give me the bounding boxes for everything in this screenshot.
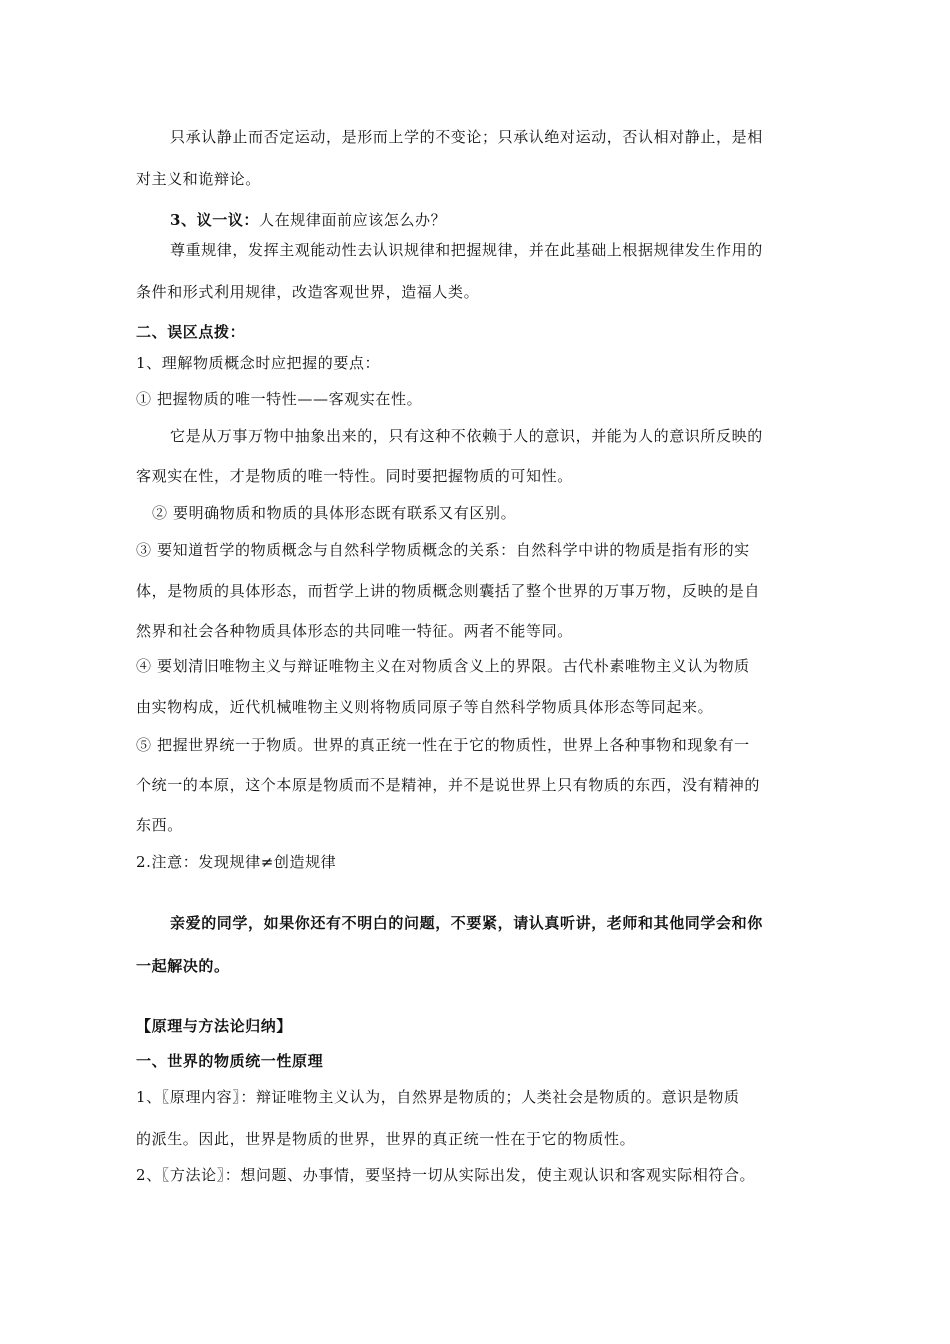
point-5-line-3: 东西。 <box>136 816 183 834</box>
question-3-text: 人在规律面前应该怎么办？ <box>259 211 447 229</box>
point-2-line: ② 要明确物质和物质的具体形态既有联系又有区别。 <box>152 504 517 522</box>
principle-content-line-2: 的派生。因此，世界是物质的世界，世界的真正统一性在于它的物质性。 <box>136 1130 636 1148</box>
encouragement-line-2: 一起解决的。 <box>136 957 230 975</box>
point-3-line-2: 体，是物质的具体形态，而哲学上讲的物质概念则囊括了整个世界的万事万物，反映的是自 <box>136 582 761 600</box>
point-4-line-2: 由实物构成，近代机械唯物主义则将物质同原子等自然科学物质具体形态等同起来。 <box>136 698 714 716</box>
point-3-line-3: 然界和社会各种物质具体形态的共同唯一特征。两者不能等同。 <box>136 622 573 640</box>
paragraph-motion-line-2: 对主义和诡辩论。 <box>136 170 261 188</box>
principle-content-line-1: 1、〖原理内容〗：辩证唯物主义认为，自然界是物质的；人类社会是物质的。意识是物质 <box>136 1088 740 1106</box>
point-3-line-1: ③ 要知道哲学的物质概念与自然科学物质概念的关系：自然科学中讲的物质是指有形的实 <box>136 541 750 559</box>
summary-heading: 【原理与方法论归纳】 <box>136 1017 293 1035</box>
point-5-line-2: 个统一的本原，这个本原是物质而不是精神，并不是说世界上只有物质的东西，没有精神的 <box>136 776 761 794</box>
item-1-heading: 1、理解物质概念时应把握的要点： <box>136 354 381 372</box>
paragraph-respect-law-line-1: 尊重规律，发挥主观能动性去认识规律和把握规律，并在此基础上根据规律发生作用的 <box>170 241 763 259</box>
paragraph-respect-law-line-2: 条件和形式利用规律，改造客观世界，造福人类。 <box>136 283 480 301</box>
methodology-line: 2、〖方法论〗：想问题、办事情，要坚持一切从实际出发，使主观认识和客观实际相符合。 <box>136 1166 756 1184</box>
paragraph-motion-line-1: 只承认静止而否定运动，是形而上学的不变论；只承认绝对运动，否认相对静止，是相 <box>170 128 763 146</box>
section-2-heading: 二、误区点拨： <box>136 323 246 341</box>
principle-1-heading: 一、世界的物质统一性原理 <box>136 1052 324 1070</box>
question-3-heading: 3、议一议： <box>170 211 260 229</box>
point-5-line-1: ⑤ 把握世界统一于物质。世界的真正统一性在于它的物质性，世界上各种事物和现象有一 <box>136 736 750 754</box>
point-1-line-1: 它是从万事万物中抽象出来的，只有这种不依赖于人的意识，并能为人的意识所反映的 <box>170 427 763 445</box>
point-1-line-2: 客观实在性，才是物质的唯一特性。同时要把握物质的可知性。 <box>136 467 573 485</box>
item-2-note: 2.注意：发现规律≠创造规律 <box>136 853 337 871</box>
question-3-line <box>170 210 860 230</box>
encouragement-line-1: 亲爱的同学，如果你还有不明白的问题，不要紧，请认真听讲，老师和其他同学会和你 <box>170 914 763 932</box>
point-4-line-1: ④ 要划清旧唯物主义与辩证唯物主义在对物质含义上的界限。古代朴素唯物主义认为物质 <box>136 657 750 675</box>
point-1-title: ① 把握物质的唯一特性——客观实在性。 <box>136 390 423 408</box>
